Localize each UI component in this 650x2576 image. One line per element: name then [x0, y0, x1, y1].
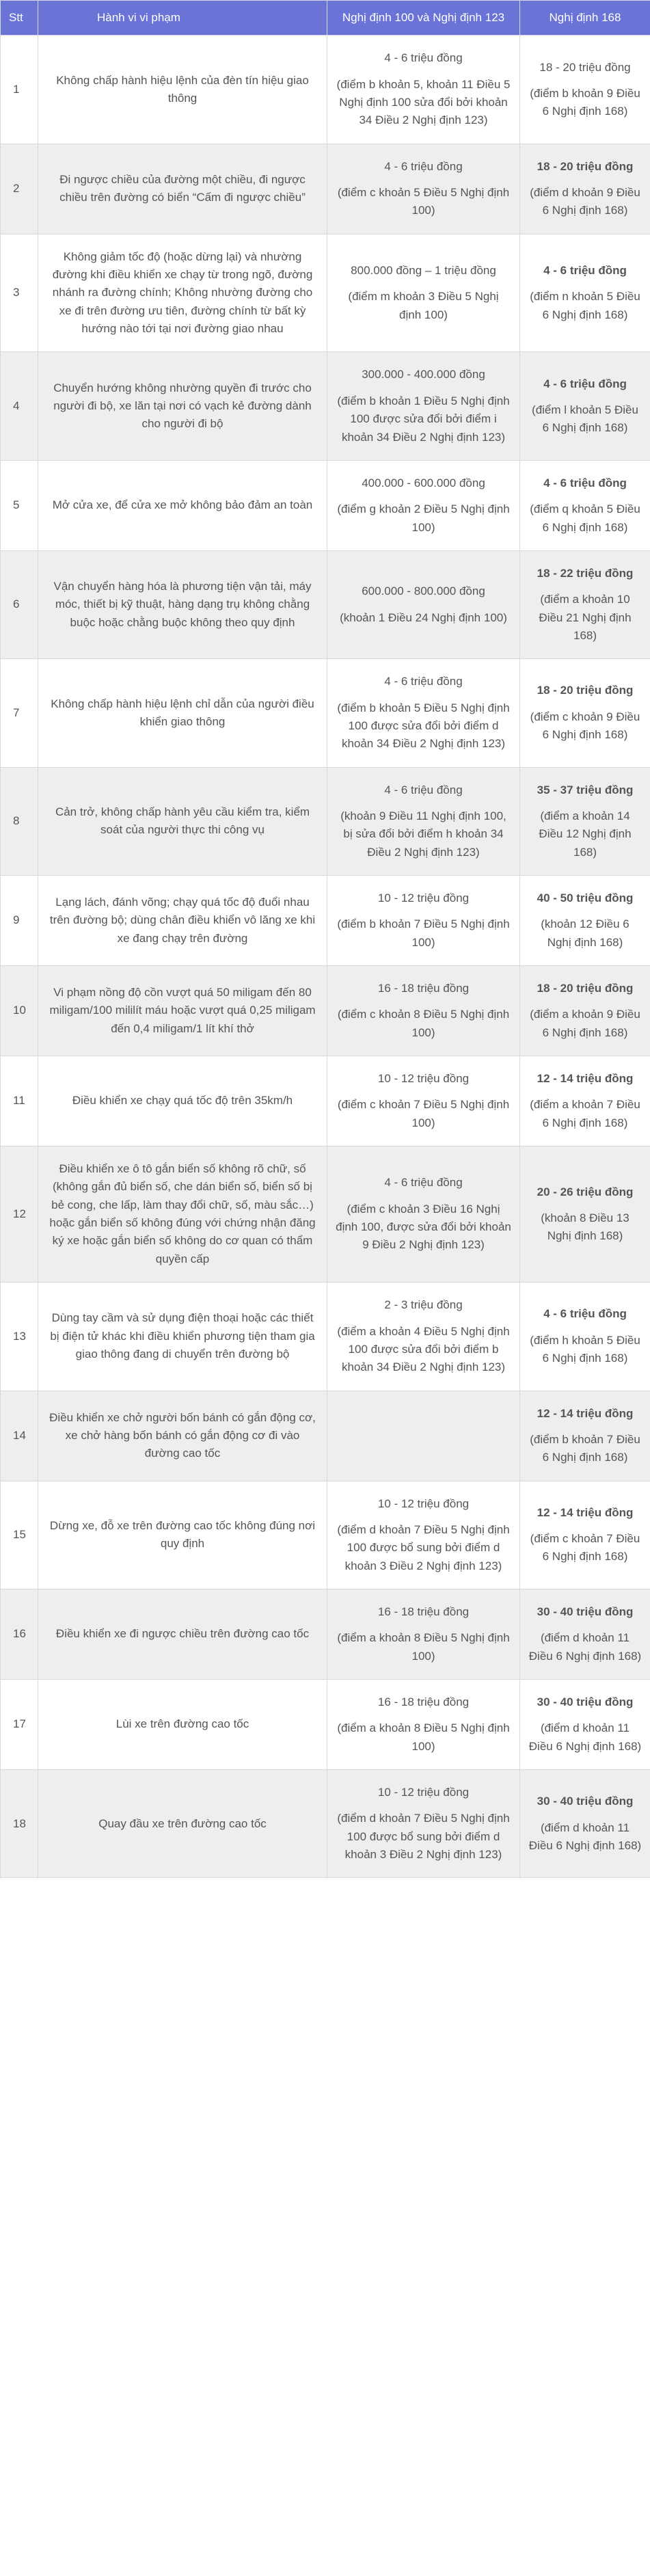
old-fine-amount: 4 - 6 triệu đồng — [384, 675, 463, 688]
old-fine-amount: 4 - 6 triệu đồng — [384, 783, 463, 796]
new-legal-reference: (điểm b khoản 7 Điều 6 Nghị định 168) — [530, 1432, 640, 1464]
table-header-row — [1, 1, 650, 36]
row-old-decree-penalty — [327, 1770, 520, 1878]
new-fine-amount: 35 - 37 triệu đồng — [537, 783, 634, 796]
new-fine-amount: 4 - 6 triệu đồng — [543, 264, 627, 278]
old-fine-amount: 16 - 18 triệu đồng — [377, 982, 470, 995]
old-fine-amount: 300.000 - 400.000 đồng — [362, 368, 485, 381]
row-violation: Vi phạm nồng độ cồn vượt quá 50 miligam đến 80 miligam/100 mililít máu hoặc vượt quá 0,25 miligam đến 0,4 miligam/1 lít khí thở — [38, 966, 327, 1056]
row-stt: 11 — [1, 1056, 38, 1146]
row-stt: 1 — [1, 36, 38, 144]
table-row — [1, 1589, 650, 1679]
table-row — [1, 1391, 650, 1481]
row-old-decree-penalty — [327, 659, 520, 767]
new-legal-reference: (điểm a khoản 9 Điều 6 Nghị định 168) — [530, 1008, 640, 1039]
table-row — [1, 1679, 650, 1769]
new-legal-reference: (điểm a khoản 14 Điều 12 Nghị định 168) — [539, 809, 632, 859]
new-legal-reference: (khoản 12 Điều 6 Nghị định 168) — [541, 917, 629, 949]
table-row — [1, 1283, 650, 1391]
row-violation: Lùi xe trên đường cao tốc — [38, 1679, 327, 1769]
old-legal-reference: (điểm c khoản 8 Điều 5 Nghị định 100) — [337, 1008, 510, 1039]
row-violation: Không chấp hành hiệu lệnh chỉ dẫn của người điều khiển giao thông — [38, 659, 327, 767]
old-legal-reference: (điểm b khoản 5 Điều 5 Nghị định 100 được sửa đổi bởi điểm d khoản 34 Điều 2 Nghị định 123) — [337, 701, 510, 751]
new-fine-amount: 30 - 40 triệu đồng — [537, 1605, 634, 1618]
old-fine-amount: 16 - 18 triệu đồng — [377, 1605, 470, 1618]
old-legal-reference: (điểm b khoản 1 Điều 5 Nghị định 100 được sửa đổi bởi điểm i khoản 34 Điều 2 Nghị định 123) — [337, 394, 510, 444]
row-old-decree-penalty — [327, 1056, 520, 1146]
row-stt: 18 — [1, 1770, 38, 1878]
row-new-decree-penalty — [520, 1056, 650, 1146]
old-legal-reference: (điểm a khoản 8 Điều 5 Nghị định 100) — [337, 1631, 510, 1663]
old-legal-reference: (điểm c khoản 3 Điều 16 Nghị định 100, được sửa đổi bởi khoản 9 Điều 2 Nghị định 123) — [336, 1202, 511, 1252]
row-stt: 5 — [1, 460, 38, 550]
old-legal-reference: (điểm d khoản 7 Điều 5 Nghị định 100 được bổ sung bởi điểm d khoản 3 Điều 2 Nghị định 123) — [337, 1522, 510, 1572]
row-new-decree-penalty — [520, 966, 650, 1056]
old-fine-amount: 2 - 3 triệu đồng — [384, 1298, 463, 1312]
old-legal-reference: (điểm g khoản 2 Điều 5 Nghị định 100) — [337, 502, 510, 534]
row-old-decree-penalty — [327, 234, 520, 352]
row-new-decree-penalty — [520, 1770, 650, 1878]
row-stt: 9 — [1, 876, 38, 966]
old-fine-amount: 10 - 12 triệu đồng — [377, 891, 470, 904]
row-old-decree-penalty — [327, 1589, 520, 1679]
row-stt: 15 — [1, 1481, 38, 1589]
row-violation: Dùng tay cầm và sử dụng điện thoại hoặc các thiết bị điện tử khác khi điều khiển phương tiện tham gia giao thông đang di chuyển trên đường bộ — [38, 1283, 327, 1391]
row-old-decree-penalty — [327, 550, 520, 658]
row-old-decree-penalty — [327, 1146, 520, 1283]
table-row — [1, 966, 650, 1056]
old-fine-amount: 600.000 - 800.000 đồng — [362, 585, 485, 598]
old-fine-amount: 10 - 12 triệu đồng — [377, 1497, 470, 1510]
row-violation: Quay đầu xe trên đường cao tốc — [38, 1770, 327, 1878]
row-old-decree-penalty — [327, 460, 520, 550]
new-legal-reference: (điểm q khoản 5 Điều 6 Nghị định 168) — [530, 502, 640, 534]
row-old-decree-penalty — [327, 1283, 520, 1391]
table-row — [1, 1056, 650, 1146]
new-legal-reference: (điểm h khoản 5 Điều 6 Nghị định 168) — [530, 1333, 640, 1365]
new-fine-amount: 12 - 14 triệu đồng — [537, 1072, 634, 1086]
row-stt: 10 — [1, 966, 38, 1056]
new-fine-amount: 18 - 20 triệu đồng — [537, 684, 634, 697]
new-legal-reference: (điểm a khoản 10 Điều 21 Nghị định 168) — [539, 593, 632, 642]
row-stt: 17 — [1, 1679, 38, 1769]
row-violation: Điều khiển xe ô tô gắn biển số không rõ chữ, số (không gắn đủ biển số, che dán biển số, biển số bị bẻ cong, che lấp, làm thay đổi chữ, số, màu sắc…) hoặc gắn biển số không đúng với chứng nhận đăng ký xe hoặc gắn biển số không do cơ quan có thẩm quyền cấp — [38, 1146, 327, 1283]
row-new-decree-penalty — [520, 1146, 650, 1283]
old-legal-reference: (điểm a khoản 8 Điều 5 Nghị định 100) — [337, 1721, 510, 1753]
old-legal-reference: (khoản 9 Điều 11 Nghị định 100, bị sửa đổi bởi điểm h khoản 34 Điều 2 Nghị định 123) — [340, 809, 506, 859]
row-violation: Cản trở, không chấp hành yêu cầu kiểm tra, kiểm soát của người thực thi công vụ — [38, 767, 327, 875]
row-new-decree-penalty — [520, 659, 650, 767]
old-fine-amount: 16 - 18 triệu đồng — [377, 1695, 470, 1708]
table-row — [1, 659, 650, 767]
table-body — [1, 36, 650, 1878]
row-old-decree-penalty — [327, 352, 520, 460]
new-legal-reference: (khoản 8 Điều 13 Nghị định 168) — [541, 1211, 629, 1243]
new-fine-amount: 30 - 40 triệu đồng — [537, 1695, 634, 1708]
row-stt: 4 — [1, 352, 38, 460]
table-row — [1, 234, 650, 352]
row-stt: 6 — [1, 550, 38, 658]
row-new-decree-penalty — [520, 550, 650, 658]
new-fine-amount: 18 - 20 triệu đồng — [539, 60, 631, 74]
new-fine-amount: 40 - 50 triệu đồng — [537, 891, 634, 904]
old-legal-reference: (điểm a khoản 4 Điều 5 Nghị định 100 được sửa đổi bởi điểm b khoản 34 Điều 2 Nghị định 123) — [337, 1324, 510, 1374]
table-row — [1, 1481, 650, 1589]
old-legal-reference: (điểm b khoản 7 Điều 5 Nghị định 100) — [337, 917, 510, 949]
row-violation: Chuyển hướng không nhường quyền đi trước cho người đi bộ, xe lăn tại nơi có vạch kẻ đường dành cho người đi bộ — [38, 352, 327, 460]
row-violation: Lạng lách, đánh võng; chạy quá tốc độ đuổi nhau trên đường bộ; dùng chân điều khiển vô lăng xe khi xe đang chạy trên đường — [38, 876, 327, 966]
new-legal-reference: (điểm b khoản 9 Điều 6 Nghị định 168) — [530, 86, 640, 118]
row-old-decree-penalty — [327, 36, 520, 144]
row-new-decree-penalty — [520, 1481, 650, 1589]
new-legal-reference: (điểm c khoản 7 Điều 6 Nghị định 168) — [530, 1532, 640, 1564]
row-violation: Điều khiển xe đi ngược chiều trên đường cao tốc — [38, 1589, 327, 1679]
row-new-decree-penalty — [520, 1283, 650, 1391]
old-legal-reference: (khoản 1 Điều 24 Nghị định 100) — [340, 611, 507, 624]
new-fine-amount: 18 - 20 triệu đồng — [537, 159, 634, 173]
new-legal-reference: (điểm d khoản 11 Điều 6 Nghị định 168) — [528, 1631, 642, 1663]
row-new-decree-penalty — [520, 144, 650, 234]
row-old-decree-penalty — [327, 1391, 520, 1481]
row-new-decree-penalty — [520, 876, 650, 966]
table-row — [1, 876, 650, 966]
old-fine-amount: 10 - 12 triệu đồng — [377, 1786, 470, 1799]
row-new-decree-penalty — [520, 767, 650, 875]
table-row — [1, 1770, 650, 1878]
row-new-decree-penalty — [520, 1589, 650, 1679]
old-legal-reference: (điểm d khoản 7 Điều 5 Nghị định 100 được bổ sung bởi điểm d khoản 3 Điều 2 Nghị định 123) — [337, 1812, 510, 1862]
row-old-decree-penalty — [327, 144, 520, 234]
row-stt: 14 — [1, 1391, 38, 1481]
header-violation: Hành vi vi phạm — [38, 1, 327, 36]
old-fine-amount: 800.000 đồng – 1 triệu đồng — [351, 264, 496, 278]
table-row — [1, 550, 650, 658]
new-legal-reference: (điểm a khoản 7 Điều 6 Nghị định 168) — [530, 1098, 640, 1129]
row-new-decree-penalty — [520, 460, 650, 550]
row-new-decree-penalty — [520, 352, 650, 460]
table-row — [1, 36, 650, 144]
old-fine-amount: 4 - 6 triệu đồng — [384, 1176, 463, 1190]
new-fine-amount: 18 - 22 triệu đồng — [537, 566, 634, 580]
old-legal-reference: (điểm m khoản 3 Điều 5 Nghị định 100) — [348, 290, 499, 321]
new-legal-reference: (điểm d khoản 11 Điều 6 Nghị định 168) — [528, 1821, 642, 1852]
header-old-decree: Nghị định 100 và Nghị định 123 — [327, 1, 520, 36]
old-fine-amount: 4 - 6 triệu đồng — [384, 159, 463, 173]
new-fine-amount: 4 - 6 triệu đồng — [543, 476, 627, 489]
row-stt: 12 — [1, 1146, 38, 1283]
new-fine-amount: 18 - 20 triệu đồng — [537, 982, 634, 995]
row-old-decree-penalty — [327, 767, 520, 875]
row-old-decree-penalty — [327, 876, 520, 966]
old-legal-reference: (điểm b khoản 5, khoản 11 Điều 5 Nghị định 100 sửa đổi bởi khoản 34 Điều 2 Nghị định 123) — [336, 77, 511, 127]
header-new-decree: Nghị định 168 — [520, 1, 650, 36]
row-old-decree-penalty — [327, 1481, 520, 1589]
row-violation: Đi ngược chiều của đường một chiều, đi ngược chiều trên đường có biển “Cấm đi ngược chiều” — [38, 144, 327, 234]
row-stt: 7 — [1, 659, 38, 767]
row-violation: Điều khiển xe chở người bốn bánh có gắn động cơ, xe chở hàng bốn bánh có gắn động cơ đi vào đường cao tốc — [38, 1391, 327, 1481]
row-violation: Vận chuyển hàng hóa là phương tiện vận tải, máy móc, thiết bị kỹ thuật, hàng dạng trụ không chằng buộc hoặc chằng buộc không theo quy định — [38, 550, 327, 658]
old-fine-amount: 4 - 6 triệu đồng — [384, 51, 463, 65]
table-row — [1, 767, 650, 875]
old-fine-amount: 10 - 12 triệu đồng — [377, 1072, 470, 1086]
new-legal-reference: (điểm d khoản 11 Điều 6 Nghị định 168) — [528, 1721, 642, 1753]
new-fine-amount: 12 - 14 triệu đồng — [537, 1406, 634, 1420]
row-stt: 8 — [1, 767, 38, 875]
new-fine-amount: 4 - 6 triệu đồng — [543, 1307, 627, 1321]
old-legal-reference: (điểm c khoản 7 Điều 5 Nghị định 100) — [337, 1098, 510, 1129]
new-fine-amount: 12 - 14 triệu đồng — [537, 1505, 634, 1519]
row-stt: 13 — [1, 1283, 38, 1391]
table-row — [1, 352, 650, 460]
row-violation: Dừng xe, đỗ xe trên đường cao tốc không đúng nơi quy định — [38, 1481, 327, 1589]
row-violation: Điều khiển xe chạy quá tốc độ trên 35km/h — [38, 1056, 327, 1146]
old-fine-amount: 400.000 - 600.000 đồng — [362, 476, 485, 489]
new-fine-amount: 30 - 40 triệu đồng — [537, 1795, 634, 1808]
row-new-decree-penalty — [520, 36, 650, 144]
row-new-decree-penalty — [520, 234, 650, 352]
table-row — [1, 460, 650, 550]
row-old-decree-penalty — [327, 966, 520, 1056]
row-violation: Không giảm tốc độ (hoặc dừng lại) và nhường đường khi điều khiển xe chạy từ trong ngõ, đường nhánh ra đường chính; Không nhường đường cho xe đi trên đường ưu tiên, đường chính từ bất kỳ hướng nào tới tại nơi đường giao nhau — [38, 234, 327, 352]
row-stt: 2 — [1, 144, 38, 234]
new-legal-reference: (điểm l khoản 5 Điều 6 Nghị định 168) — [532, 403, 638, 435]
row-violation: Không chấp hành hiệu lệnh của đèn tín hiệu giao thông — [38, 36, 327, 144]
row-violation: Mở cửa xe, để cửa xe mở không bảo đảm an toàn — [38, 460, 327, 550]
new-legal-reference: (điểm d khoản 9 Điều 6 Nghị định 168) — [530, 186, 640, 217]
row-stt: 3 — [1, 234, 38, 352]
row-old-decree-penalty — [327, 1679, 520, 1769]
row-new-decree-penalty — [520, 1679, 650, 1769]
new-legal-reference: (điểm n khoản 5 Điều 6 Nghị định 168) — [530, 290, 640, 321]
header-stt: Stt — [1, 1, 38, 36]
new-legal-reference: (điểm c khoản 9 Điều 6 Nghị định 168) — [530, 710, 640, 742]
table-row — [1, 144, 650, 234]
row-new-decree-penalty — [520, 1391, 650, 1481]
table-row — [1, 1146, 650, 1283]
new-fine-amount: 20 - 26 triệu đồng — [537, 1185, 634, 1198]
row-stt: 16 — [1, 1589, 38, 1679]
new-fine-amount: 4 - 6 triệu đồng — [543, 377, 627, 390]
old-legal-reference: (điểm c khoản 5 Điều 5 Nghị định 100) — [337, 186, 510, 217]
